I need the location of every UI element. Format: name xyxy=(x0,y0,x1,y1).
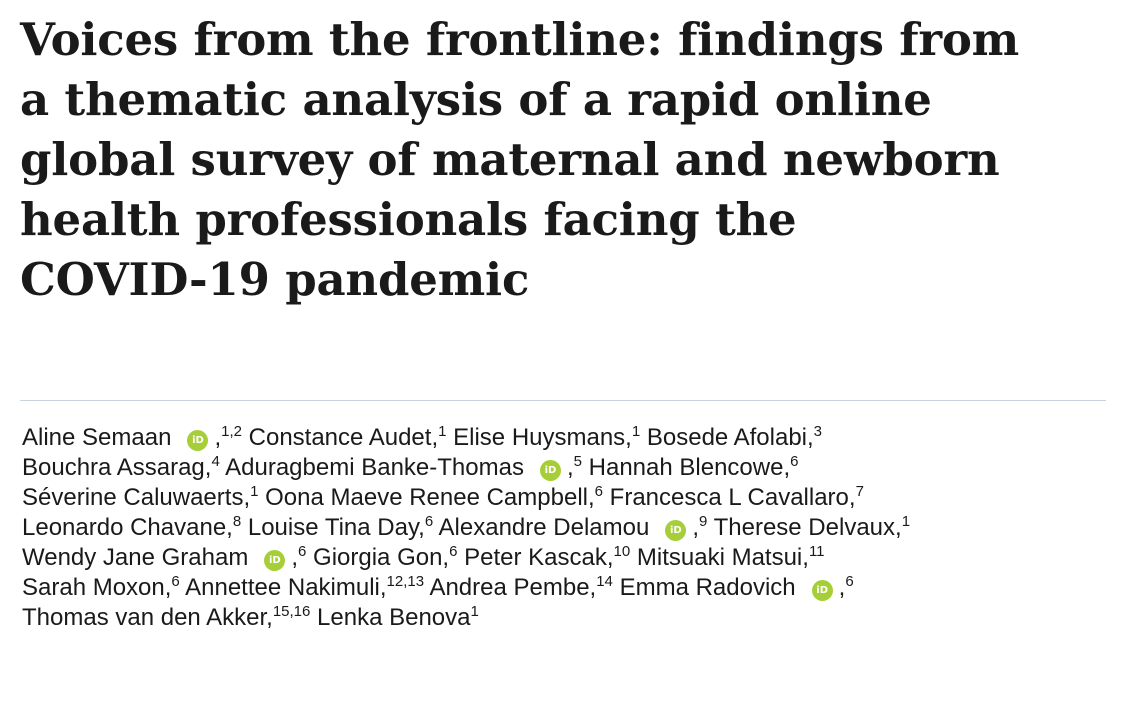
author-name: Aduragbemi Banke-Thomas iD ,$^5$ xyxy=(225,453,582,481)
author-name-text: Aduragbemi Banke-Thomas xyxy=(225,454,524,481)
author-name xyxy=(429,574,612,601)
author-name xyxy=(185,574,424,601)
affiliation-number: 6 xyxy=(594,483,603,500)
affiliation-number: 1 xyxy=(901,513,911,530)
affiliation-number: 7 xyxy=(855,483,864,500)
affiliation-number: 6 xyxy=(790,453,799,470)
author-name xyxy=(647,424,822,451)
author-name: Alexandre Delamou iD ,$^9$ xyxy=(438,513,708,541)
author-name xyxy=(22,574,180,601)
author-name-text: Elise Huysmans, xyxy=(453,424,632,451)
author-name: Wendy Jane Graham iD ,$^6$ xyxy=(22,543,307,571)
author-name-text: Leonardo Chavane, xyxy=(22,514,233,541)
orcid-icon[interactable]: iD xyxy=(264,550,285,571)
author-name xyxy=(637,544,825,571)
author-name-text: Bouchra Assarag, xyxy=(22,454,212,481)
author-name-text: Therese Delvaux, xyxy=(713,514,902,541)
affiliation-number: 14 xyxy=(596,573,613,590)
affiliation-number: 6 xyxy=(845,573,854,590)
author-name-text: Sarah Moxon, xyxy=(22,574,172,601)
author-name xyxy=(714,514,910,541)
author-name-text: Thomas van den Akker, xyxy=(22,604,273,631)
orcid-icon[interactable]: iD xyxy=(187,430,208,451)
author-name xyxy=(589,454,799,481)
affiliation-number: 1 xyxy=(250,483,259,500)
author-name xyxy=(453,424,640,451)
author-name-text: Peter Kascak, xyxy=(464,544,614,571)
affiliation-number: 3 xyxy=(813,423,823,440)
affiliation-number: 15,16 xyxy=(272,603,311,620)
author-name-text: Constance Audet, xyxy=(248,424,439,451)
affiliation-number: 6 xyxy=(449,543,458,560)
affiliation-number: 10 xyxy=(613,543,631,560)
author-name-text: Aline Semaan xyxy=(22,424,172,451)
title-line: global survey of maternal and newborn xyxy=(20,133,1000,186)
author-line xyxy=(22,483,1112,513)
author-line xyxy=(22,573,1112,603)
author-name xyxy=(22,604,310,631)
author-name-text: Alexandre Delamou xyxy=(438,514,650,541)
affiliation-number: 6 xyxy=(298,543,307,560)
author-name xyxy=(248,514,433,541)
author-name-text: Séverine Caluwaerts, xyxy=(22,484,251,511)
author-name xyxy=(265,484,603,511)
author-name xyxy=(249,424,447,451)
affiliation-number: 11 xyxy=(808,543,825,560)
affiliation-number: 8 xyxy=(232,513,242,530)
author-name-text: Louise Tina Day, xyxy=(247,514,425,541)
author-name xyxy=(610,484,864,511)
author-name-text: Oona Maeve Renee Campbell, xyxy=(265,484,595,511)
author-name xyxy=(22,514,241,541)
author-name xyxy=(317,604,479,631)
author-name xyxy=(22,484,258,511)
author-name-text: Lenka Benova xyxy=(317,604,471,631)
affiliation-number: 1 xyxy=(470,603,479,620)
affiliation-number: 1,2 xyxy=(221,423,242,440)
author-name-text: Emma Radovich xyxy=(619,574,796,601)
author-line xyxy=(22,453,1112,483)
author-name xyxy=(464,544,630,571)
affiliation-number: 6 xyxy=(171,573,180,590)
affiliation-number: 1 xyxy=(438,423,447,440)
author-name-text: Francesca L Cavallaro, xyxy=(609,484,856,511)
author-name-text: Annettee Nakimuli, xyxy=(185,574,387,601)
title-line: COVID-19 pandemic xyxy=(20,253,530,306)
author-name-text: Wendy Jane Graham xyxy=(22,544,249,571)
author-name xyxy=(313,544,457,571)
author-name: Emma Radovich iD ,$^6$ xyxy=(619,573,854,601)
author-name-text: Bosede Afolabi, xyxy=(646,424,814,451)
title-line: Voices from the frontline: findings from xyxy=(20,13,1020,66)
title-line: health professionals facing the xyxy=(20,193,797,246)
affiliation-number: 12,13 xyxy=(386,573,425,590)
author-line xyxy=(22,513,1112,543)
article-title xyxy=(20,10,1110,310)
orcid-icon[interactable]: iD xyxy=(812,580,833,601)
affiliation-number: 1 xyxy=(631,423,641,440)
author-line xyxy=(22,423,1112,453)
author-name xyxy=(22,454,220,481)
author-line xyxy=(22,603,1112,633)
orcid-icon[interactable]: iD xyxy=(540,460,561,481)
author-name-text: Andrea Pembe, xyxy=(429,574,597,601)
title-line: a thematic analysis of a rapid online xyxy=(20,73,932,126)
author-name-text: Mitsuaki Matsui, xyxy=(636,544,809,571)
affiliation-number: 5 xyxy=(573,453,582,470)
affiliation-number: 4 xyxy=(211,453,220,470)
author-name-text: Giorgia Gon, xyxy=(313,544,450,571)
author-list xyxy=(22,423,1112,633)
orcid-icon[interactable]: iD xyxy=(665,520,686,541)
affiliation-number: 9 xyxy=(699,513,708,530)
title-divider xyxy=(20,400,1106,401)
affiliation-number: 6 xyxy=(424,513,434,530)
author-name-text: Hannah Blencowe, xyxy=(588,454,791,481)
author-line xyxy=(22,543,1112,573)
author-name: Aline Semaan iD ,$^{1,2}$ xyxy=(22,423,242,451)
